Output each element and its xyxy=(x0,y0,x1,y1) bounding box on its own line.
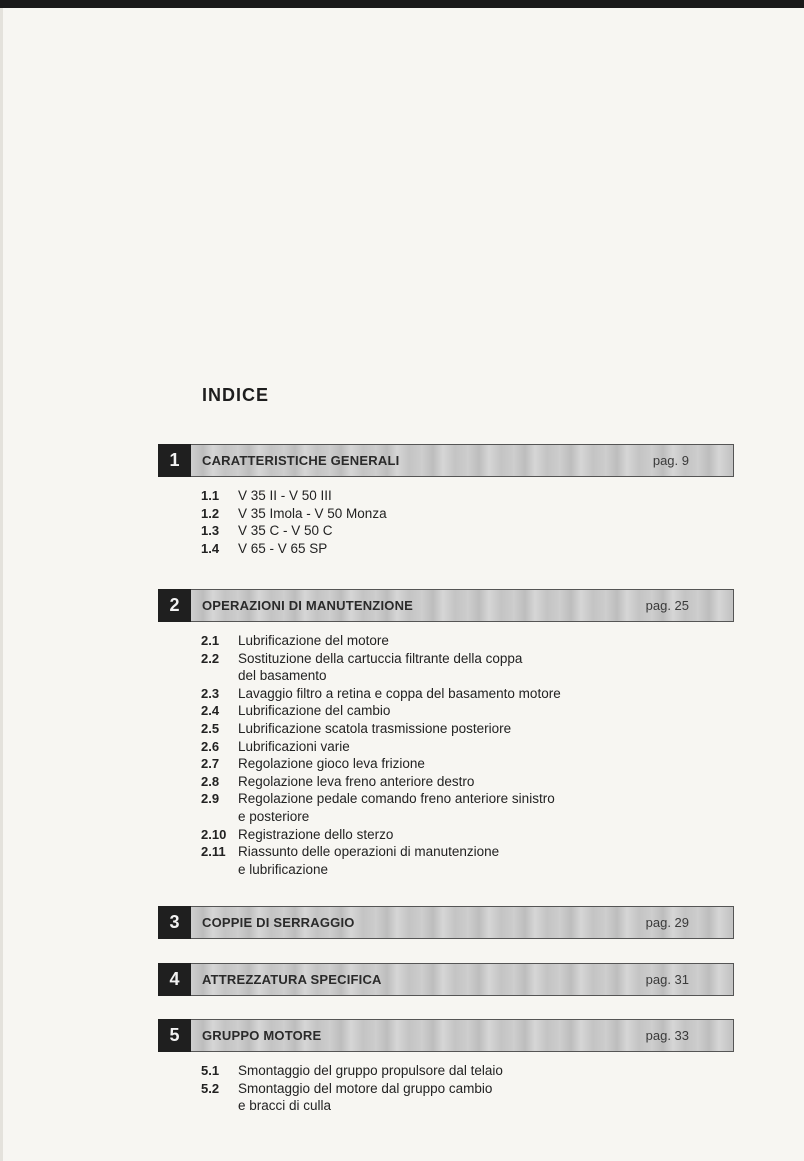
item-number: 2.1 xyxy=(201,633,220,648)
section-bar xyxy=(191,906,734,939)
section-page: pag. 29 xyxy=(645,915,689,930)
item-number: 1.4 xyxy=(201,540,220,556)
subsection-list xyxy=(201,487,734,557)
scan-left-edge xyxy=(0,8,3,1161)
section-4 xyxy=(158,963,734,996)
subsection-list xyxy=(201,1062,734,1115)
item-text: Lubrificazioni varie xyxy=(238,738,350,754)
section-title: CARATTERISTICHE GENERALI xyxy=(202,453,400,468)
section-page: pag. 33 xyxy=(645,1028,689,1043)
item-number: 2.3 xyxy=(201,685,220,701)
item-number: 2.6 xyxy=(201,738,220,754)
subsection-list xyxy=(201,632,734,878)
list-item xyxy=(201,650,734,685)
list-item xyxy=(201,755,734,773)
item-text: V 35 II - V 50 III xyxy=(238,488,332,503)
section-1 xyxy=(158,444,734,557)
item-text: Regolazione gioco leva frizione xyxy=(238,756,425,772)
page-title: INDICE xyxy=(202,385,270,405)
list-item xyxy=(201,790,734,825)
section-bar xyxy=(191,1019,734,1052)
item-text: Smontaggio del gruppo propulsore dal telaio xyxy=(238,1063,503,1078)
item-number: 5.1 xyxy=(201,1063,220,1078)
item-text: Lavaggio filtro a retina e coppa del basamento motore xyxy=(238,685,561,701)
section-number: 1 xyxy=(158,444,191,477)
section-title: COPPIE DI SERRAGGIO xyxy=(202,915,355,930)
section-header xyxy=(158,444,734,477)
section-number: 2 xyxy=(158,589,191,622)
item-text: Riassunto delle operazioni di manutenzione e lubrificazione xyxy=(238,844,500,877)
section-2 xyxy=(158,589,734,878)
item-number: 2.4 xyxy=(201,703,220,719)
section-number: 3 xyxy=(158,906,191,939)
item-text: Lubrificazione del cambio xyxy=(238,703,391,719)
section-3 xyxy=(158,906,734,939)
item-number: 2.5 xyxy=(201,720,220,736)
list-item xyxy=(201,843,734,878)
item-number: 2.9 xyxy=(201,791,220,807)
item-number: 2.10 xyxy=(201,826,227,842)
item-number: 2.7 xyxy=(201,756,220,772)
item-text: Smontaggio del motore dal gruppo cambio e bracci di culla xyxy=(238,1080,493,1114)
item-text: Registrazione dello sterzo xyxy=(238,826,394,842)
item-text: V 65 - V 65 SP xyxy=(238,540,328,556)
list-item xyxy=(201,702,734,720)
section-bar xyxy=(191,444,734,477)
list-item xyxy=(201,773,734,791)
scan-top-edge xyxy=(0,0,804,8)
list-item xyxy=(201,505,734,523)
list-item xyxy=(201,1062,734,1080)
item-number: 2.2 xyxy=(201,650,220,666)
list-item xyxy=(201,738,734,756)
item-text: Lubrificazione scatola trasmissione posteriore xyxy=(238,720,512,736)
list-item xyxy=(201,826,734,844)
section-bar xyxy=(191,589,734,622)
section-header xyxy=(158,906,734,939)
section-5 xyxy=(158,1019,734,1115)
list-item xyxy=(201,720,734,738)
item-number: 1.3 xyxy=(201,523,220,539)
section-number: 5 xyxy=(158,1019,191,1052)
item-text: Regolazione leva freno anteriore destro xyxy=(238,773,475,789)
item-number: 5.2 xyxy=(201,1080,220,1096)
item-text: Sostituzione della cartuccia filtrante della coppa del basamento xyxy=(238,650,523,684)
item-text: Regolazione pedale comando freno anteriore sinistro e posteriore xyxy=(238,791,555,824)
list-item xyxy=(201,632,734,650)
section-title: GRUPPO MOTORE xyxy=(202,1028,322,1043)
section-title: OPERAZIONI DI MANUTENZIONE xyxy=(202,598,414,613)
item-text: V 35 Imola - V 50 Monza xyxy=(238,505,387,521)
section-bar xyxy=(191,963,734,996)
section-page: pag. 9 xyxy=(652,453,689,468)
section-title: ATTREZZATURA SPECIFICA xyxy=(202,972,382,987)
section-header xyxy=(158,1019,734,1052)
list-item xyxy=(201,685,734,703)
section-header xyxy=(158,589,734,622)
section-page: pag. 25 xyxy=(645,598,689,613)
section-header xyxy=(158,963,734,996)
item-number: 2.8 xyxy=(201,773,220,789)
list-item xyxy=(201,540,734,558)
list-item xyxy=(201,487,734,505)
item-number: 1.2 xyxy=(201,505,220,521)
section-page: pag. 31 xyxy=(645,972,689,987)
list-item xyxy=(201,522,734,540)
item-text: V 35 C - V 50 C xyxy=(238,523,333,539)
item-number: 2.11 xyxy=(201,844,226,860)
item-number: 1.1 xyxy=(201,488,220,503)
item-text: Lubrificazione del motore xyxy=(238,633,389,648)
list-item xyxy=(201,1080,734,1115)
section-number: 4 xyxy=(158,963,191,996)
